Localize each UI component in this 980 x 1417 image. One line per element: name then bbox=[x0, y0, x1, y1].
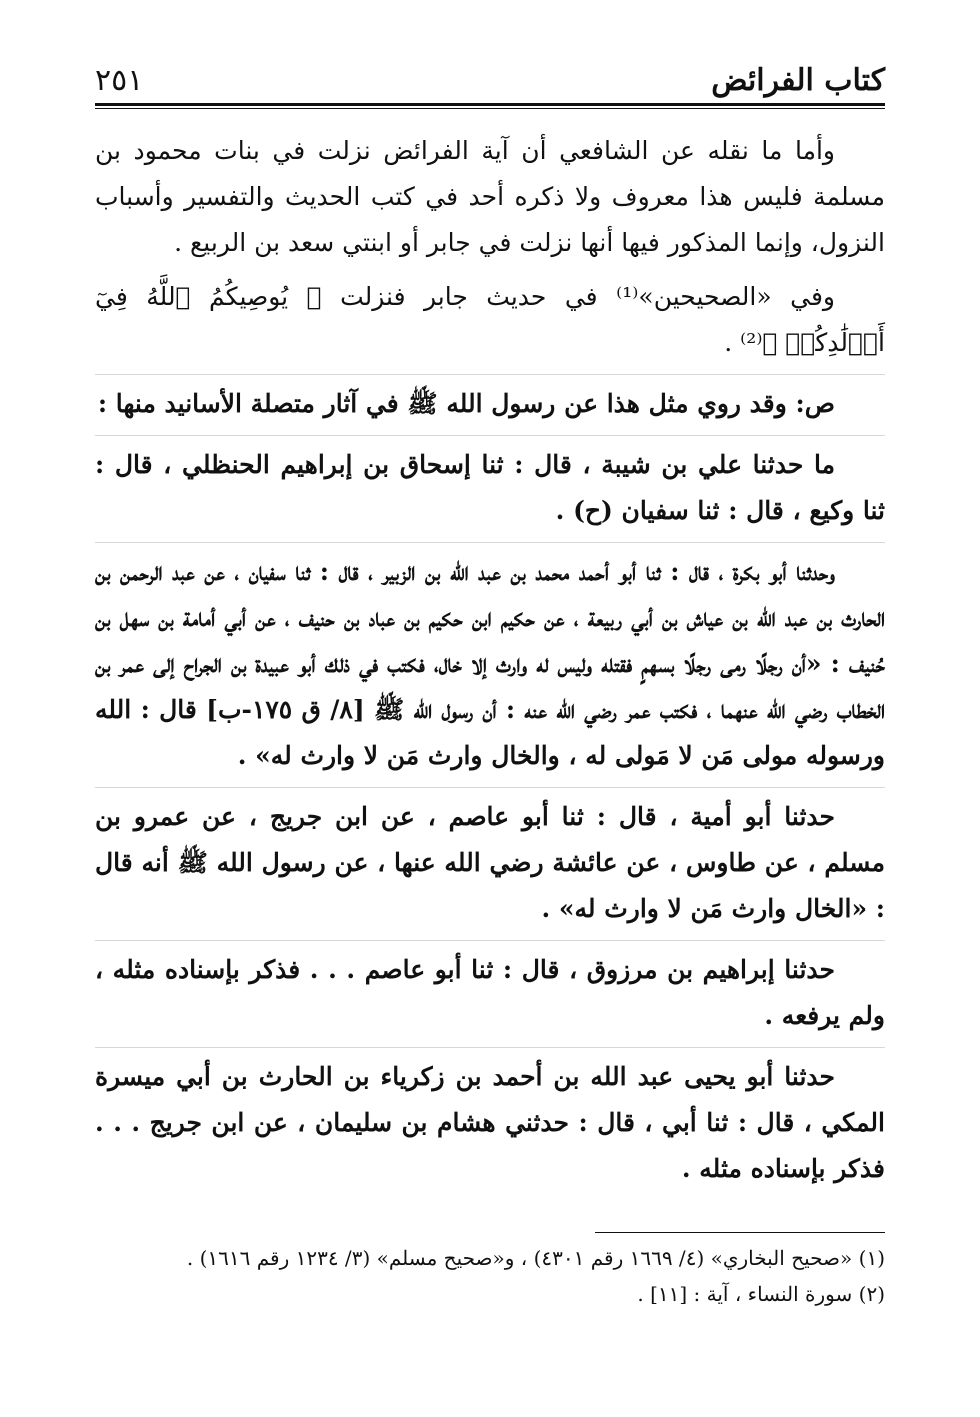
footnotes bbox=[95, 1240, 885, 1312]
paragraph-hadith-5: حدثنا أبو يحيى عبد الله بن أحمد بن زكرياء بن الحارث بن أبي ميسرة المكي ، قال : ثنا أبي ، قال : حدثني هشام بن سليمان ، عن ابن جريج . . . فذكر بإسناده مثله . bbox=[95, 1047, 885, 1192]
paragraph-hadith-4: حدثنا إبراهيم بن مرزوق ، قال : ثنا أبو عاصم . . . فذكر بإسناده مثله ، ولم يرفعه . bbox=[95, 940, 885, 1039]
footnote-1: (١) «صحيح البخاري» (٤/ ١٦٦٩ رقم ٤٣٠١) ، و«صحيح مسلم» (٣/ ١٢٣٤ رقم ١٦١٦) . bbox=[186, 1246, 885, 1270]
page-number: ٢٥١ bbox=[95, 63, 144, 98]
paragraph-hadith-2: وحدثنا أبو بكرة ، قال : ثنا أبو أحمد محمد بن عبد الله بن الزبير ، قال : ثنا سفيان ، عن عبد الرحمن بن الحارث بن عبد الله بن عياش بن أبي ربيعة ، عن حكيم ابن حكيم بن عباد بن حنيف ، عن أبي أمامة بن سهل بن حُنيف : «أن رجلًا رمى رجلًا بسهمٍ فقتله وليس له وارث إلا خال، فكتب في ذلك أبو عبيدة بن الجراح إلى عمر بن الخطاب رضي الله عنهما ، فكتب عمر رضي الله عنه : أن رسول الله ﷺ [٨/ ق ١٧٥-ب] قال : الله ورسوله مولى مَن لا مَولى له ، والخال وارث مَن لا وارث له» . bbox=[95, 542, 885, 779]
section-label: ص: bbox=[795, 389, 835, 418]
page-header bbox=[95, 50, 885, 98]
paragraph-sahihayn: وفي «الصحيحين»⁽¹⁾ في حديث جابر فنزلت ﴿ يُوصِيكُمُ ٱللَّهُ فِيٓ أَوۡلَٰدِكُمۡ ﴾⁽²⁾ . bbox=[95, 282, 885, 357]
header-rule-thick bbox=[95, 103, 885, 106]
footnote-2: (٢) سورة النساء ، آية : [١١] . bbox=[637, 1282, 885, 1306]
main-text bbox=[95, 128, 885, 1200]
header-rule-thin bbox=[95, 108, 885, 109]
paragraph-hadith-3: حدثنا أبو أمية ، قال : ثنا أبو عاصم ، عن ابن جريج ، عن عمرو بن مسلم ، عن طاوس ، عن عائشة رضي الله عنها ، عن رسول الله ﷺ أنه قال : «الخال وارث مَن لا وارث له» . bbox=[95, 787, 885, 932]
chapter-title: كتاب الفرائض bbox=[711, 63, 885, 98]
paragraph-hadith-1: ما حدثنا علي بن شيبة ، قال : ثنا إسحاق بن إبراهيم الحنظلي ، قال : ثنا وكيع ، قال : ثنا سفيان (ح) . bbox=[95, 435, 885, 534]
paragraph-sad-heading bbox=[95, 374, 885, 427]
paragraph-shafii: وأما ما نقله عن الشافعي أن آية الفرائض نزلت في بنات محمود بن مسلمة فليس هذا معروف ولا ذكره أحد في كتب الحديث والتفسير وأسباب النزول، وإنما المذكور فيها أنها نزلت في جابر أو ابنتي سعد بن الربيع . bbox=[95, 136, 885, 257]
footnote-rule bbox=[595, 1232, 885, 1233]
paragraph-sad-text: وقد روي مثل هذا عن رسول الله ﷺ في آثار متصلة الأسانيد منها : bbox=[97, 389, 787, 418]
